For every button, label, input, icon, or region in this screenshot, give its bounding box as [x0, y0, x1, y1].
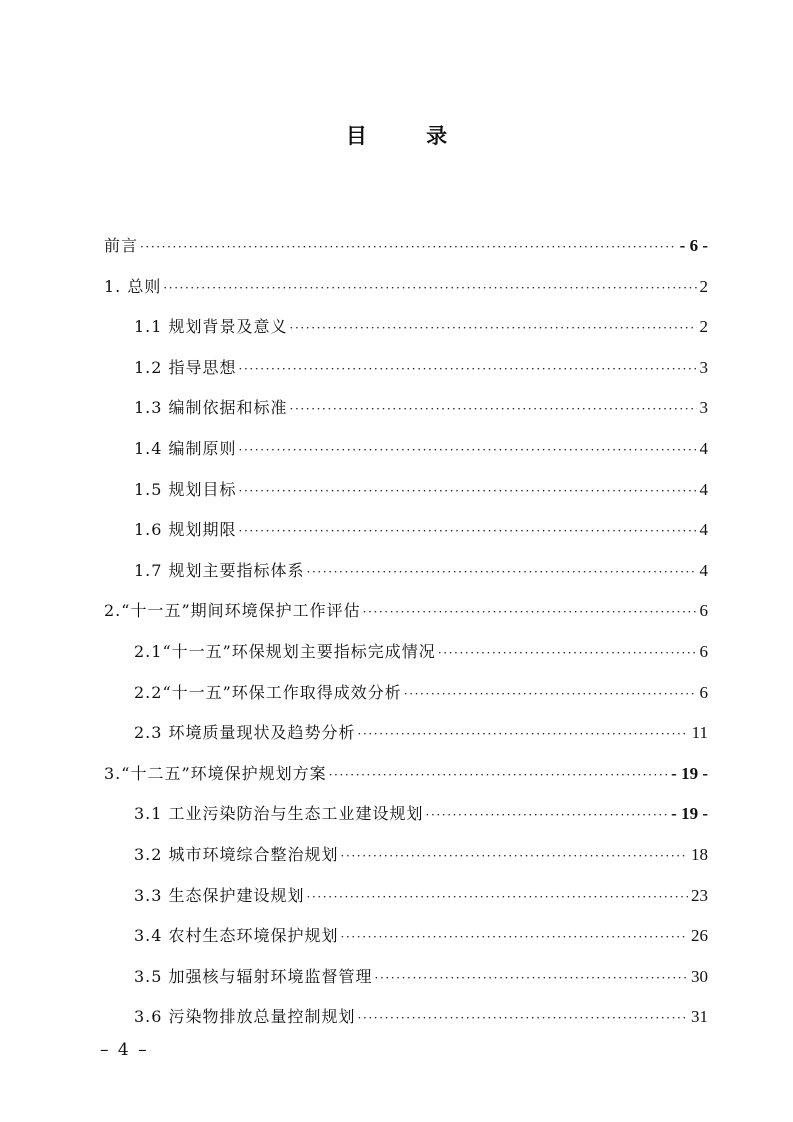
toc-entry[interactable] — [104, 916, 708, 957]
toc-entry[interactable] — [104, 307, 708, 348]
toc-entry[interactable] — [104, 835, 708, 876]
toc-dot-leader — [329, 755, 669, 796]
toc-entry-page-number: 2 — [699, 317, 708, 337]
page-number: – 4 – — [100, 1040, 149, 1060]
toc-dot-leader — [341, 917, 688, 958]
toc-entry-page-number: 6 — [699, 641, 708, 661]
toc-entry-page-number: 4 — [699, 438, 708, 458]
toc-entry-label: 3.2 城市环境综合整治规划 — [134, 844, 339, 864]
toc-entry-page-number: 18 — [691, 844, 708, 864]
toc-entry-label: 3.4 农村生态环境保护规划 — [134, 926, 339, 946]
toc-dot-leader — [239, 349, 697, 390]
toc-entry[interactable] — [104, 388, 708, 429]
toc-entry-label: 1.3 编制依据和标准 — [134, 398, 288, 418]
toc-entry[interactable] — [104, 997, 708, 1038]
toc-entry[interactable] — [104, 551, 708, 592]
toc-entry-label: 1.4 编制原则 — [134, 438, 237, 458]
toc-dot-leader — [438, 633, 697, 674]
toc-entry-label: 2.1“十一五”环保规划主要指标完成情况 — [134, 641, 436, 661]
toc-entry[interactable] — [104, 673, 708, 714]
toc-entry-label: 2.3 环境质量现状及趋势分析 — [134, 723, 356, 743]
toc-dot-leader — [358, 714, 689, 755]
toc-entry-label: 3.1 工业污染防治与生态工业建设规划 — [134, 804, 424, 824]
toc-entry-page-number: - 19 - — [671, 763, 708, 783]
toc-entry-page-number: - 19 - — [671, 804, 708, 824]
toc-dot-leader — [341, 836, 688, 877]
toc-dot-leader — [307, 552, 697, 593]
toc-entry-label: 3.3 生态保护建设规划 — [134, 885, 305, 905]
toc-entry-page-number: 3 — [699, 398, 708, 418]
toc-entry-label: 1.6 规划期限 — [134, 520, 237, 540]
toc-entry-page-number: 4 — [699, 520, 708, 540]
toc-entry-label: 2.“十一五”期间环境保护工作评估 — [104, 601, 361, 621]
toc-entry-page-number: 23 — [691, 885, 708, 905]
toc-entry[interactable] — [104, 348, 708, 389]
toc-entry-label: 3.6 污染物排放总量控制规划 — [134, 1007, 356, 1027]
toc-entry-label: 1.2 指导思想 — [134, 357, 237, 377]
toc-entry-page-number: 30 — [691, 966, 708, 986]
table-of-contents — [104, 226, 708, 1038]
toc-dot-leader — [239, 511, 697, 552]
toc-entry-label: 3.5 加强核与辐射环境监督管理 — [134, 966, 373, 986]
toc-entry[interactable] — [104, 876, 708, 917]
toc-dot-leader — [140, 227, 677, 268]
toc-dot-leader — [239, 471, 697, 512]
toc-entry-page-number: - 6 - — [679, 236, 708, 255]
toc-dot-leader — [363, 592, 697, 633]
toc-dot-leader — [426, 795, 669, 836]
toc-entry-page-number: 2 — [699, 276, 708, 296]
toc-entry-label: 1.5 规划目标 — [134, 479, 237, 499]
toc-entry-label: 3.“十二五”环境保护规划方案 — [104, 763, 327, 783]
toc-dot-leader — [290, 308, 697, 349]
toc-entry[interactable] — [104, 957, 708, 998]
toc-entry[interactable] — [104, 754, 708, 795]
toc-entry[interactable] — [104, 794, 708, 835]
toc-dot-leader — [358, 998, 688, 1039]
toc-entry-label: 1. 总则 — [104, 276, 162, 296]
toc-entry-label: 1.7 规划主要指标体系 — [134, 560, 305, 580]
toc-entry-page-number: 6 — [699, 601, 708, 621]
toc-entry-page-number: 3 — [699, 357, 708, 377]
toc-entry-page-number: 11 — [691, 723, 708, 743]
toc-entry[interactable] — [104, 510, 708, 551]
toc-entry[interactable] — [104, 470, 708, 511]
toc-dot-leader — [375, 958, 688, 999]
toc-entry-label: 1.1 规划背景及意义 — [134, 317, 288, 337]
toc-entry-label: 前言 — [104, 236, 139, 255]
toc-entry[interactable] — [104, 713, 708, 754]
toc-entry[interactable] — [104, 591, 708, 632]
toc-entry-page-number: 4 — [699, 560, 708, 580]
toc-dot-leader — [163, 268, 696, 309]
toc-dot-leader — [239, 430, 697, 471]
toc-entry[interactable] — [104, 226, 708, 267]
toc-dot-leader — [307, 877, 688, 918]
toc-entry-page-number: 31 — [691, 1007, 708, 1027]
toc-entry-page-number: 6 — [699, 682, 708, 702]
toc-dot-leader — [404, 674, 697, 715]
toc-entry[interactable] — [104, 267, 708, 308]
toc-entry-page-number: 26 — [691, 926, 708, 946]
toc-dot-leader — [290, 389, 697, 430]
toc-entry[interactable] — [104, 632, 708, 673]
toc-entry[interactable] — [104, 429, 708, 470]
toc-entry-page-number: 4 — [699, 479, 708, 499]
toc-entry-label: 2.2“十一五”环保工作取得成效分析 — [134, 682, 402, 702]
page-title: 目 录 — [345, 123, 474, 148]
